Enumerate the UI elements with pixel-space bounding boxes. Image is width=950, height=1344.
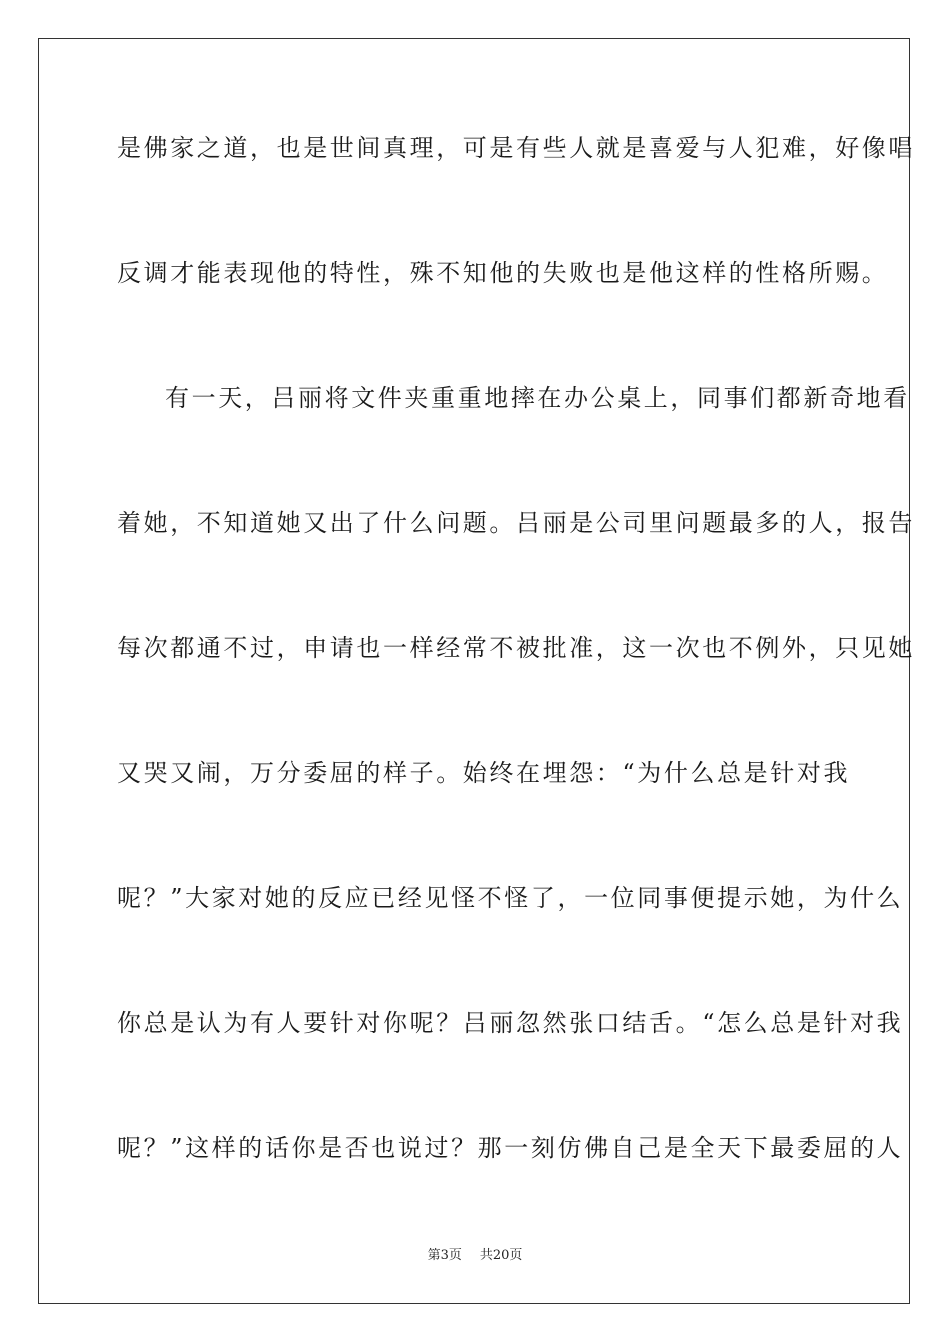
body-line-6: 又哭又闹，万分委屈的样子。始终在埋怨：“为什么总是针对我 [117,759,851,787]
body-line-3-paragraph-start: 有一天，吕丽将文件夹重重地摔在办公桌上，同事们都新奇地看 [165,384,910,412]
body-line-7: 呢？”大家对她的反应已经见怪不怪了，一位同事便提示她，为什么 [117,884,904,912]
page-number-current: 第3页 [427,1248,462,1263]
page-number-total: 共20页 [479,1248,523,1263]
page-border [38,38,915,1304]
body-line-1: 是佛家之道，也是世间真理，可是有些人就是喜爱与人犯难，好像唱 [117,134,915,162]
body-line-5: 每次都通不过，申请也一样经常不被批准，这一次也不例外，只见她 [117,634,915,662]
body-line-4: 着她，不知道她又出了什么问题。吕丽是公司里问题最多的人，报告 [117,509,915,537]
body-line-8: 你总是认为有人要针对你呢？吕丽忽然张口结舌。“怎么总是针对我 [117,1009,904,1037]
body-line-9: 呢？”这样的话你是否也说过？那一刻仿佛自己是全天下最委屈的人 [117,1134,904,1162]
body-line-2: 反调才能表现他的特性，殊不知他的失败也是他这样的性格所赐。 [117,259,889,287]
page-footer [0,1247,950,1265]
